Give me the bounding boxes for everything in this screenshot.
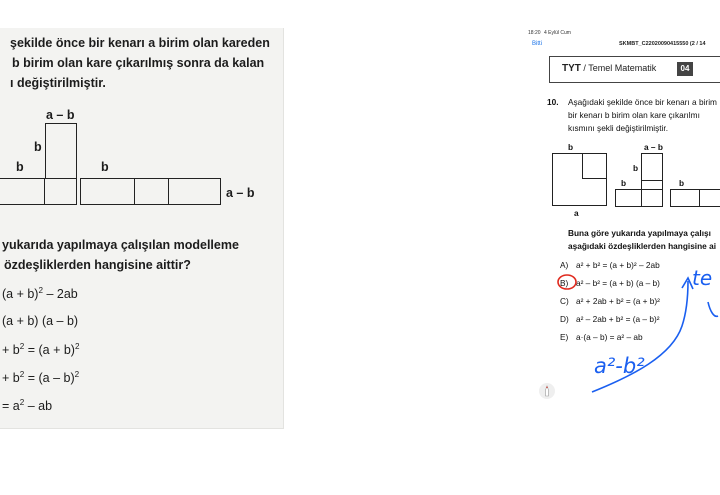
scanned-question-photo — [0, 28, 284, 429]
label-b-side: b — [34, 140, 42, 154]
prompt-line-2: aşağıdaki özdeşliklerden hangisine ai — [568, 241, 717, 251]
option-a-text: a² + b² = (a + b)² – 2ab — [576, 260, 660, 270]
option-line: + $b^2 = (a - b)^2$ — [2, 370, 80, 386]
done-button[interactable]: Bitti — [532, 41, 543, 47]
option-line: + $b^2 = (a + b)^2$ — [2, 342, 80, 358]
label-b-bottom: b — [16, 160, 24, 174]
subject-title: TYT / Temel Matematik — [562, 63, 657, 74]
page-number-badge: 04 — [677, 62, 693, 76]
question-line-3: kısmını şekli değiştirilmiştir. — [568, 123, 669, 133]
fig-label-b-left: b — [621, 178, 627, 188]
status-date: 4 Eylül Cum — [544, 30, 571, 36]
question-line-1: şekilde önce bir kenarı a birim olan kareden — [10, 36, 270, 50]
question-line-1: Aşağıdaki şekilde önce bir kenarı a birim — [568, 97, 717, 107]
prompt-line-2: özdeşliklerden hangisine aittir? — [4, 258, 191, 272]
pencil-tool-button[interactable] — [539, 383, 555, 399]
divider — [134, 178, 135, 205]
option-c-text: a² + 2ab + b² = (a + b)² — [576, 296, 660, 306]
handwritten-side-note: te — [692, 266, 713, 290]
option-b-letter: B) — [560, 278, 569, 288]
fig-label-b-mid: b — [633, 163, 639, 173]
divider — [44, 178, 45, 205]
option-e-letter: E) — [560, 332, 569, 342]
option-b-text: a² – b² = (a + b) (a – b) — [576, 278, 660, 288]
question-line-2: b birim olan kare çıkarılmış sonra da kalan — [12, 56, 265, 70]
fig-label-a-minus-b: a – b — [644, 142, 663, 152]
prompt-line-1: Buna göre yukarıda yapılmaya çalışı — [568, 228, 711, 238]
option-d-text: a² – 2ab + b² = (a – b)² — [576, 314, 660, 324]
option-c-letter: C) — [560, 296, 569, 306]
option-line: (a + b) (a – b) — [2, 314, 79, 328]
base-rectangle — [0, 178, 77, 205]
document-title: SKMBT_C22020090415550 (2 / 14 — [619, 41, 706, 47]
label-a-minus-b-right: a – b — [226, 186, 255, 200]
fig-label-b-right: b — [679, 178, 685, 188]
pencil-icon — [539, 383, 555, 399]
prompt-line-1: yukarıda yapılmaya çalışılan modelleme — [2, 238, 239, 252]
red-circle-mark — [558, 275, 576, 289]
option-e-text: a·(a – b) = a² – ab — [576, 332, 643, 342]
fig-label-b-top: b — [568, 142, 574, 152]
fig-label-a-bottom: a — [574, 208, 579, 218]
question-line-2: bir kenarı b birim olan kare çıkarılmı — [568, 110, 700, 120]
tablet-pdf-viewer — [522, 26, 720, 416]
label-b-right: b — [101, 160, 109, 174]
ink-stroke — [708, 302, 718, 316]
label-a-minus-b-top: a – b — [46, 108, 75, 122]
long-rectangle — [80, 178, 221, 205]
option-line: = $a^2$ – ab — [2, 398, 53, 414]
question-line-3: ı değiştirilmiştir. — [10, 76, 106, 90]
option-line: $(a + b)^2 - 2ab$ — [2, 286, 78, 302]
handwritten-answer: a²-b² — [594, 354, 645, 378]
option-d-letter: D) — [560, 314, 569, 324]
divider — [168, 178, 169, 205]
tall-rectangle — [45, 123, 77, 179]
option-a-letter: A) — [560, 260, 569, 270]
status-time: 18:20 — [528, 30, 541, 36]
question-number: 10. — [547, 97, 559, 107]
